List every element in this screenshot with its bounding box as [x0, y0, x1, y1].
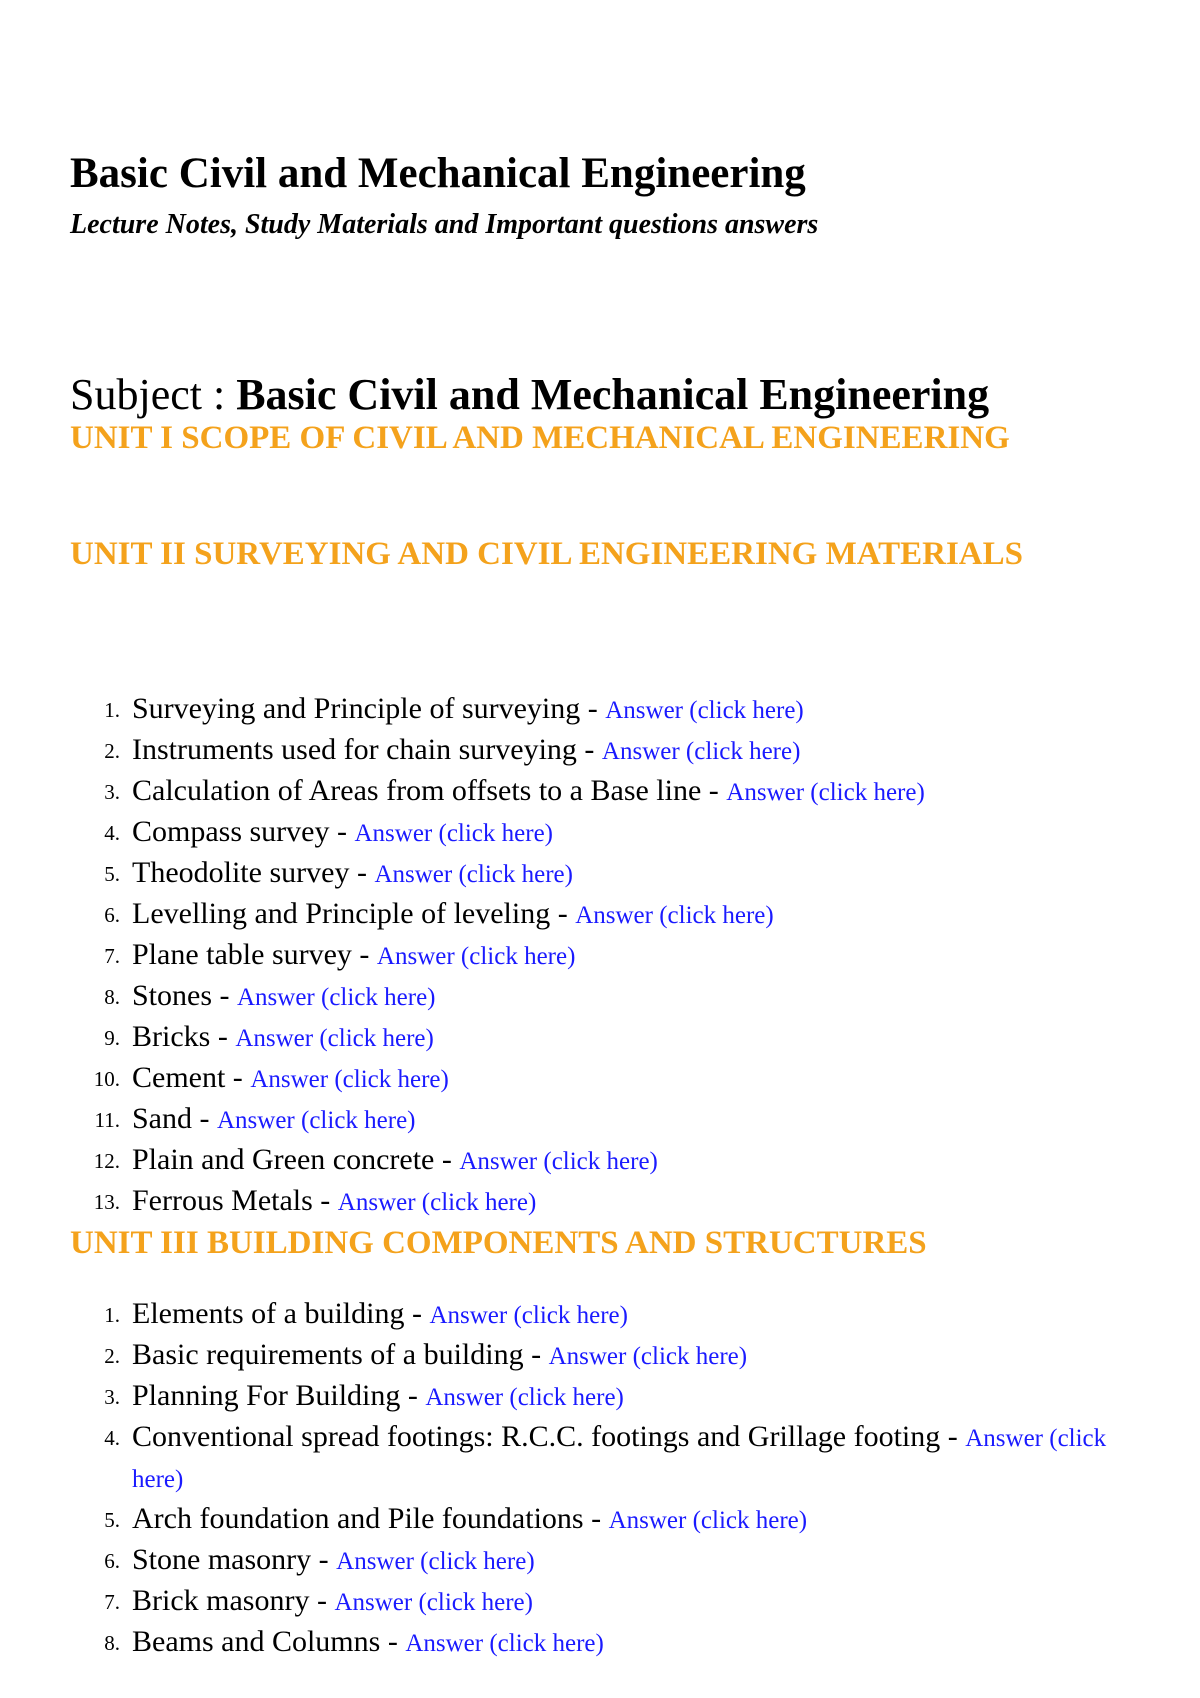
document-title: Basic Civil and Mechanical Engineering [70, 150, 806, 197]
answer-link[interactable]: Answer (click here) [336, 1548, 535, 1575]
topic-text: Levelling and Principle of leveling - [132, 897, 576, 930]
topic-text: Bricks - [132, 1020, 236, 1053]
topic-number: 10. [93, 1067, 120, 1091]
topic-number: 2. [104, 1344, 120, 1368]
topic-number: 11. [94, 1108, 120, 1132]
answer-link[interactable]: Answer (click here) [235, 1025, 434, 1052]
answer-link[interactable]: Answer (click here) [337, 1189, 537, 1216]
topic-number: 5. [104, 1508, 120, 1532]
topic-number: 5. [104, 862, 120, 886]
topic-number: 4. [104, 1426, 120, 1450]
topic-text: Plane table survey - [132, 938, 377, 971]
answer-link[interactable]: Answer (click here) [217, 1107, 416, 1134]
answer-link[interactable]: Answer (click here) [459, 1148, 658, 1175]
topic-item [70, 1540, 1130, 1581]
topic-text: Plain and Green concrete - [132, 1143, 460, 1176]
topic-number: 1. [104, 1303, 120, 1327]
topic-text: Stone masonry - [132, 1543, 337, 1576]
answer-link[interactable]: Answer (click here) [250, 1066, 449, 1093]
topic-item [70, 1417, 1130, 1499]
topic-text: Surveying and Principle of surveying - [132, 692, 606, 725]
topic-item [70, 689, 1130, 730]
topic-item [70, 1581, 1130, 1622]
topic-number: 3. [104, 780, 120, 804]
topic-item [70, 1017, 1130, 1058]
topic-text: Beams and Columns - [132, 1625, 406, 1658]
answer-link[interactable]: Answer (click here) [608, 1507, 808, 1534]
topic-text: Brick masonry - [132, 1584, 335, 1617]
answer-link[interactable]: Answer (click here) [429, 1302, 628, 1329]
topic-number: 3. [104, 1385, 120, 1409]
topic-item [70, 1499, 1130, 1540]
topic-text: Instruments used for chain surveying - [132, 733, 602, 766]
topic-item [70, 935, 1130, 976]
answer-link[interactable]: Answer (click here) [575, 902, 774, 929]
unit-2-heading [70, 532, 1070, 576]
answer-link[interactable]: Answer (click here) [354, 820, 553, 847]
answer-link[interactable]: Answer (click here) [548, 1343, 748, 1370]
answer-link[interactable]: Answer (click here) [726, 779, 925, 806]
topic-number: 12. [93, 1149, 120, 1173]
topic-item [70, 771, 1130, 812]
topic-number: 7. [104, 1590, 120, 1614]
answer-link[interactable]: Answer (click here) [237, 984, 436, 1011]
answer-link[interactable]: Answer (click here) [132, 1425, 1107, 1493]
topic-number: 6. [104, 903, 120, 927]
answer-link[interactable]: Answer (click here) [605, 697, 804, 724]
topic-number: 2. [104, 739, 120, 763]
topic-item [70, 1058, 1130, 1099]
topic-text: Calculation of Areas from offsets to a Base line - [132, 774, 727, 807]
topic-item [70, 1099, 1130, 1140]
answer-link[interactable]: Answer (click here) [601, 738, 801, 765]
unit-3-topic-list [70, 1294, 1130, 1663]
topic-text: Basic requirements of a building - [132, 1338, 549, 1371]
topic-item [70, 1376, 1130, 1417]
topic-text: Planning For Building - [132, 1379, 426, 1412]
topic-number: 1. [104, 698, 120, 722]
topic-number: 9. [104, 1026, 120, 1050]
topic-item [70, 1140, 1130, 1181]
topic-text: Stones - [132, 979, 237, 1012]
topic-text: Theodolite survey - [132, 856, 375, 889]
topic-text: Ferrous Metals - [132, 1184, 338, 1217]
topic-item [70, 1294, 1130, 1335]
unit-3-heading [70, 1221, 1070, 1265]
topic-item [70, 812, 1130, 853]
subject-line [70, 371, 989, 419]
answer-link[interactable]: Answer (click here) [405, 1630, 604, 1657]
document-subtitle: Lecture Notes, Study Materials and Important questions answers [70, 209, 819, 240]
topic-item [70, 730, 1130, 771]
topic-text: Elements of a building - [132, 1297, 430, 1330]
topic-text: Conventional spread footings: R.C.C. footings and Grillage footing - [132, 1420, 966, 1453]
answer-link[interactable]: Answer (click here) [334, 1589, 533, 1616]
unit-1-heading [70, 416, 1070, 460]
topic-number: 13. [93, 1190, 120, 1214]
subject-name: Basic Civil and Mechanical Engineering [236, 370, 990, 419]
topic-item [70, 894, 1130, 935]
topic-text: Compass survey - [132, 815, 355, 848]
topic-text: Sand - [132, 1102, 217, 1135]
unit-2-topic-list [70, 689, 1130, 1222]
topic-item [70, 853, 1130, 894]
topic-item [70, 1622, 1130, 1663]
subject-prefix: Subject : [70, 370, 237, 419]
unit-3-title: UNIT III BUILDING COMPONENTS AND STRUCTURES [70, 1225, 927, 1261]
topic-number: 7. [104, 944, 120, 968]
topic-number: 8. [104, 985, 120, 1009]
unit-1-title: UNIT I SCOPE OF CIVIL AND MECHANICAL ENGINEERING [70, 420, 1010, 456]
topic-item [70, 976, 1130, 1017]
topic-number: 8. [104, 1631, 120, 1655]
topic-item [70, 1335, 1130, 1376]
answer-link[interactable]: Answer (click here) [374, 861, 573, 888]
topic-number: 6. [104, 1549, 120, 1573]
topic-text: Arch foundation and Pile foundations - [132, 1502, 609, 1535]
answer-link[interactable]: Answer (click here) [376, 943, 576, 970]
answer-link[interactable]: Answer (click here) [425, 1384, 624, 1411]
unit-2-title: UNIT II SURVEYING AND CIVIL ENGINEERING MATERIALS [70, 536, 1023, 572]
topic-number: 4. [104, 821, 120, 845]
topic-text: Cement - [132, 1061, 251, 1094]
topic-item [70, 1181, 1130, 1222]
